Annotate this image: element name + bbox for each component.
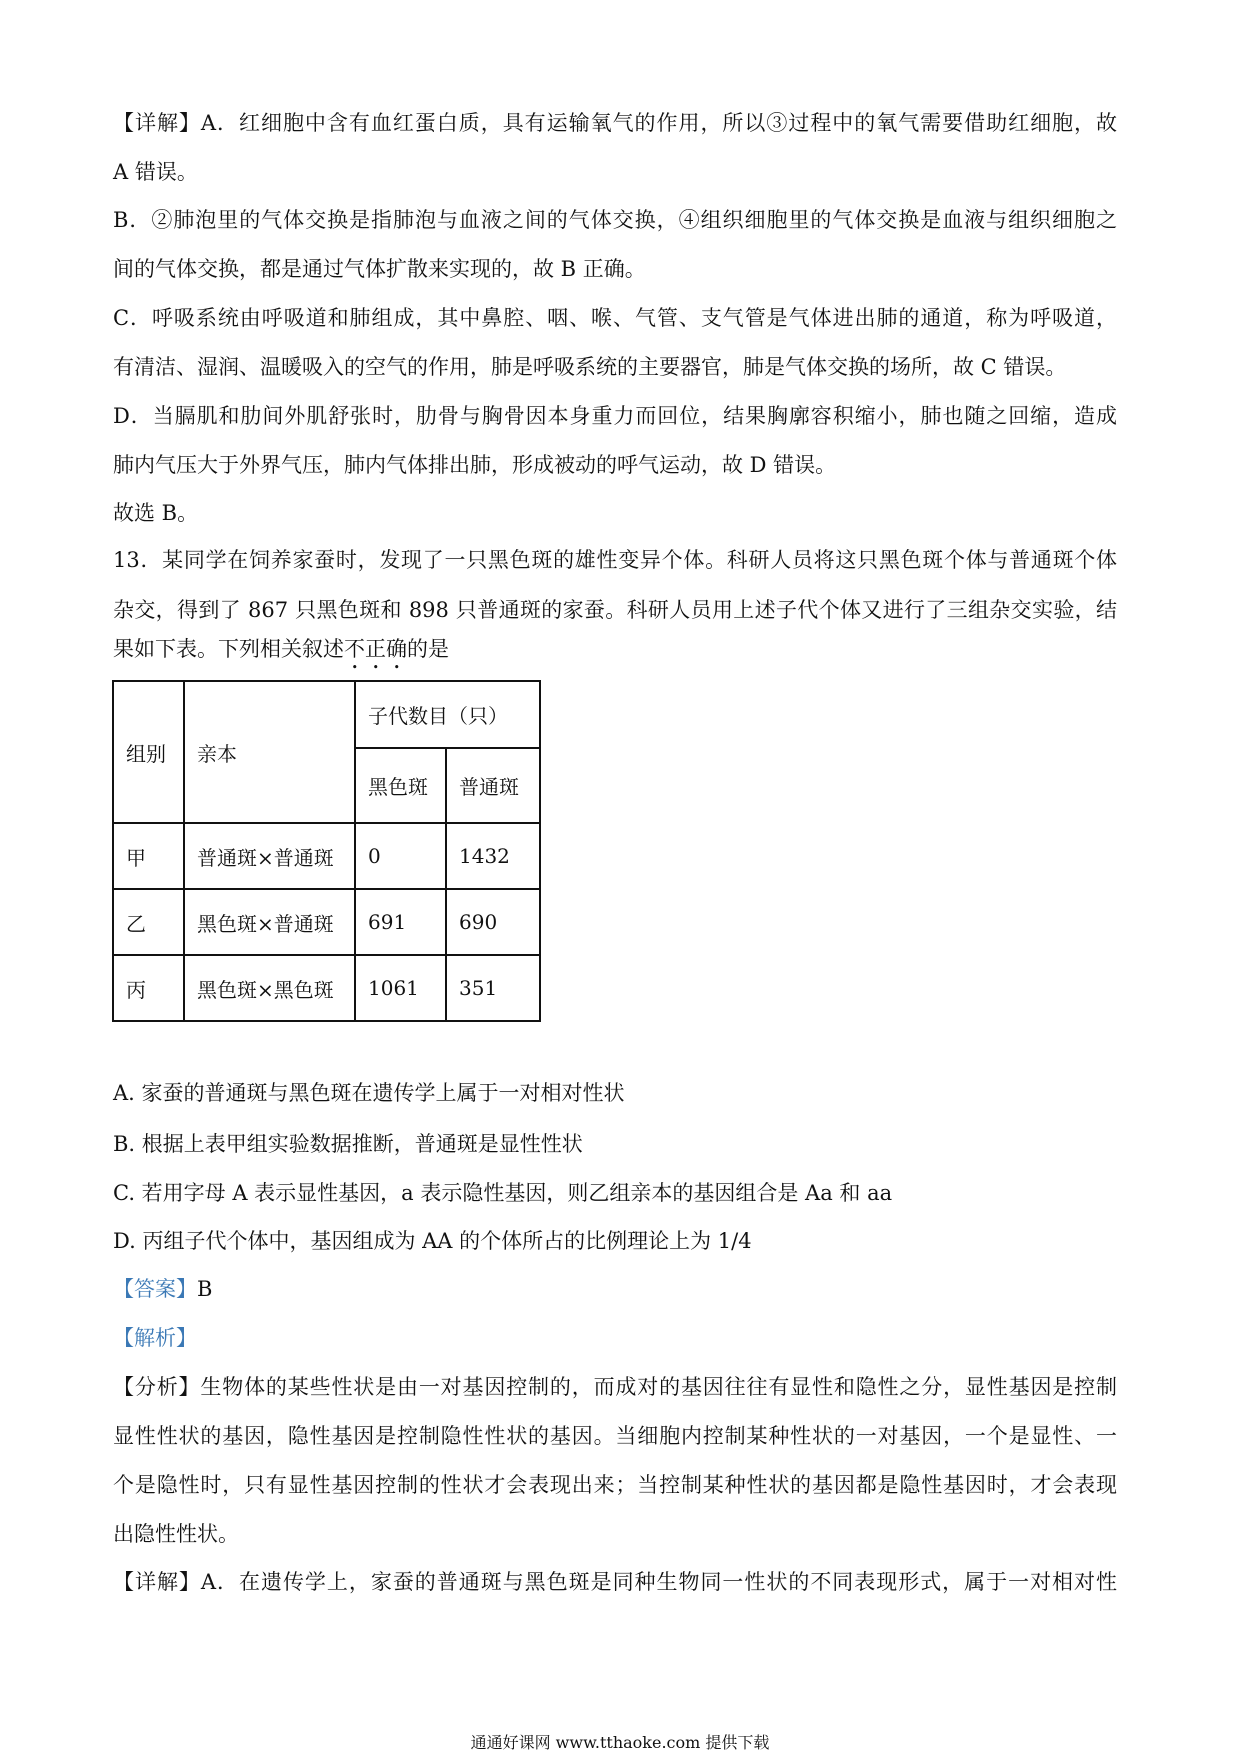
- cell-normal: 690: [446, 889, 540, 955]
- header-offspring: 子代数目（只）: [355, 681, 540, 748]
- question-text-part: 的是: [407, 637, 449, 661]
- table-row: [113, 823, 540, 889]
- text-line: 间的气体交换，都是通过气体扩散来实现的，故 B 正确。: [113, 257, 646, 281]
- option-b: B. 根据上表甲组实验数据推断，普通斑是显性性状: [113, 1132, 583, 1156]
- answer: [113, 1276, 1117, 1302]
- cell-parents: 普通斑×普通斑: [184, 823, 355, 889]
- header-group: 组别: [113, 681, 184, 823]
- text-line: 【详解】A．红细胞中含有血红蛋白质，具有运输氧气的作用，所以③过程中的氧气需要借助红细胞，故: [113, 111, 1117, 135]
- table-row: [113, 955, 540, 1021]
- header-black: 黑色斑: [355, 748, 446, 823]
- text-line: 故选 B。: [113, 501, 199, 525]
- results-table: [112, 680, 541, 1022]
- text-line: 有清洁、湿润、温暖吸入的空气的作用，肺是呼吸系统的主要器官，肺是气体交换的场所，故 C 错误。: [113, 355, 1067, 379]
- header-normal: 普通斑: [446, 748, 540, 823]
- cell-black: 1061: [355, 955, 446, 1021]
- cell-group: 丙: [113, 955, 184, 1021]
- cell-black: 691: [355, 889, 446, 955]
- cell-parents: 黑色斑×黑色斑: [184, 955, 355, 1021]
- answer-label: 【答案】: [113, 1277, 197, 1301]
- header-parent: 亲本: [184, 681, 355, 823]
- text-line: B．②肺泡里的气体交换是指肺泡与血液之间的气体交换，④组织细胞里的气体交换是血液与组织细胞之: [113, 208, 1117, 232]
- text-line: 【详解】A．在遗传学上，家蚕的普通斑与黑色斑是同种生物同一性状的不同表现形式，属于一对相对性: [113, 1570, 1117, 1594]
- text-line: 出隐性性状。: [113, 1522, 239, 1546]
- cell-group: 乙: [113, 889, 184, 955]
- option-c: C. 若用字母 A 表示显性基因，a 表示隐性基因，则乙组亲本的基因组合是 Aa 和 aa: [113, 1181, 893, 1205]
- answer-value: B: [197, 1277, 213, 1301]
- question-text: 杂交，得到了 867 只黑色斑和 898 只普通斑的家蚕。科研人员用上述子代个体又进行了三组杂交实验，结: [113, 598, 1117, 622]
- text-line: 【分析】生物体的某些性状是由一对基因控制的，而成对的基因往往有显性和隐性之分，显性基因是控制: [113, 1375, 1117, 1399]
- footer-watermark: 通通好课网 www.tthaoke.com 提供下载: [470, 1733, 770, 1752]
- emphasized-text: 不正确: [344, 637, 407, 661]
- cell-normal: 351: [446, 955, 540, 1021]
- question-text-part: 果如下表。下列相关叙述: [113, 637, 344, 661]
- text-line: 显性性状的基因，隐性基因是控制隐性性状的基因。当细胞内控制某种性状的一对基因，一个是显性、一: [113, 1424, 1117, 1448]
- text-line: 肺内气压大于外界气压，肺内气体排出肺，形成被动的呼气运动，故 D 错误。: [113, 453, 837, 477]
- cell-group: 甲: [113, 823, 184, 889]
- text-line: D．当膈肌和肋间外肌舒张时，肋骨与胸骨因本身重力而回位，结果胸廓容积缩小，肺也随之回缩，造成: [113, 404, 1117, 428]
- option-a: A. 家蚕的普通斑与黑色斑在遗传学上属于一对相对性状: [113, 1081, 625, 1105]
- question-text: [113, 636, 1117, 662]
- text-line: A 错误。: [113, 160, 198, 184]
- analysis-label: 【解析】: [113, 1326, 197, 1350]
- text-line: C．呼吸系统由呼吸道和肺组成，其中鼻腔、咽、喉、气管、支气管是气体进出肺的通道，称为呼吸道，: [113, 306, 1117, 330]
- cell-black: 0: [355, 823, 446, 889]
- table-row: [113, 889, 540, 955]
- cell-parents: 黑色斑×普通斑: [184, 889, 355, 955]
- question-text: 13．某同学在饲养家蚕时，发现了一只黑色斑的雄性变异个体。科研人员将这只黑色斑个体与普通斑个体: [113, 548, 1117, 572]
- text-line: 个是隐性时，只有显性基因控制的性状才会表现出来；当控制某种性状的基因都是隐性基因时，才会表现: [113, 1473, 1117, 1497]
- option-d: D. 丙组子代个体中，基因组成为 AA 的个体所占的比例理论上为 1/4: [113, 1229, 752, 1253]
- cell-normal: 1432: [446, 823, 540, 889]
